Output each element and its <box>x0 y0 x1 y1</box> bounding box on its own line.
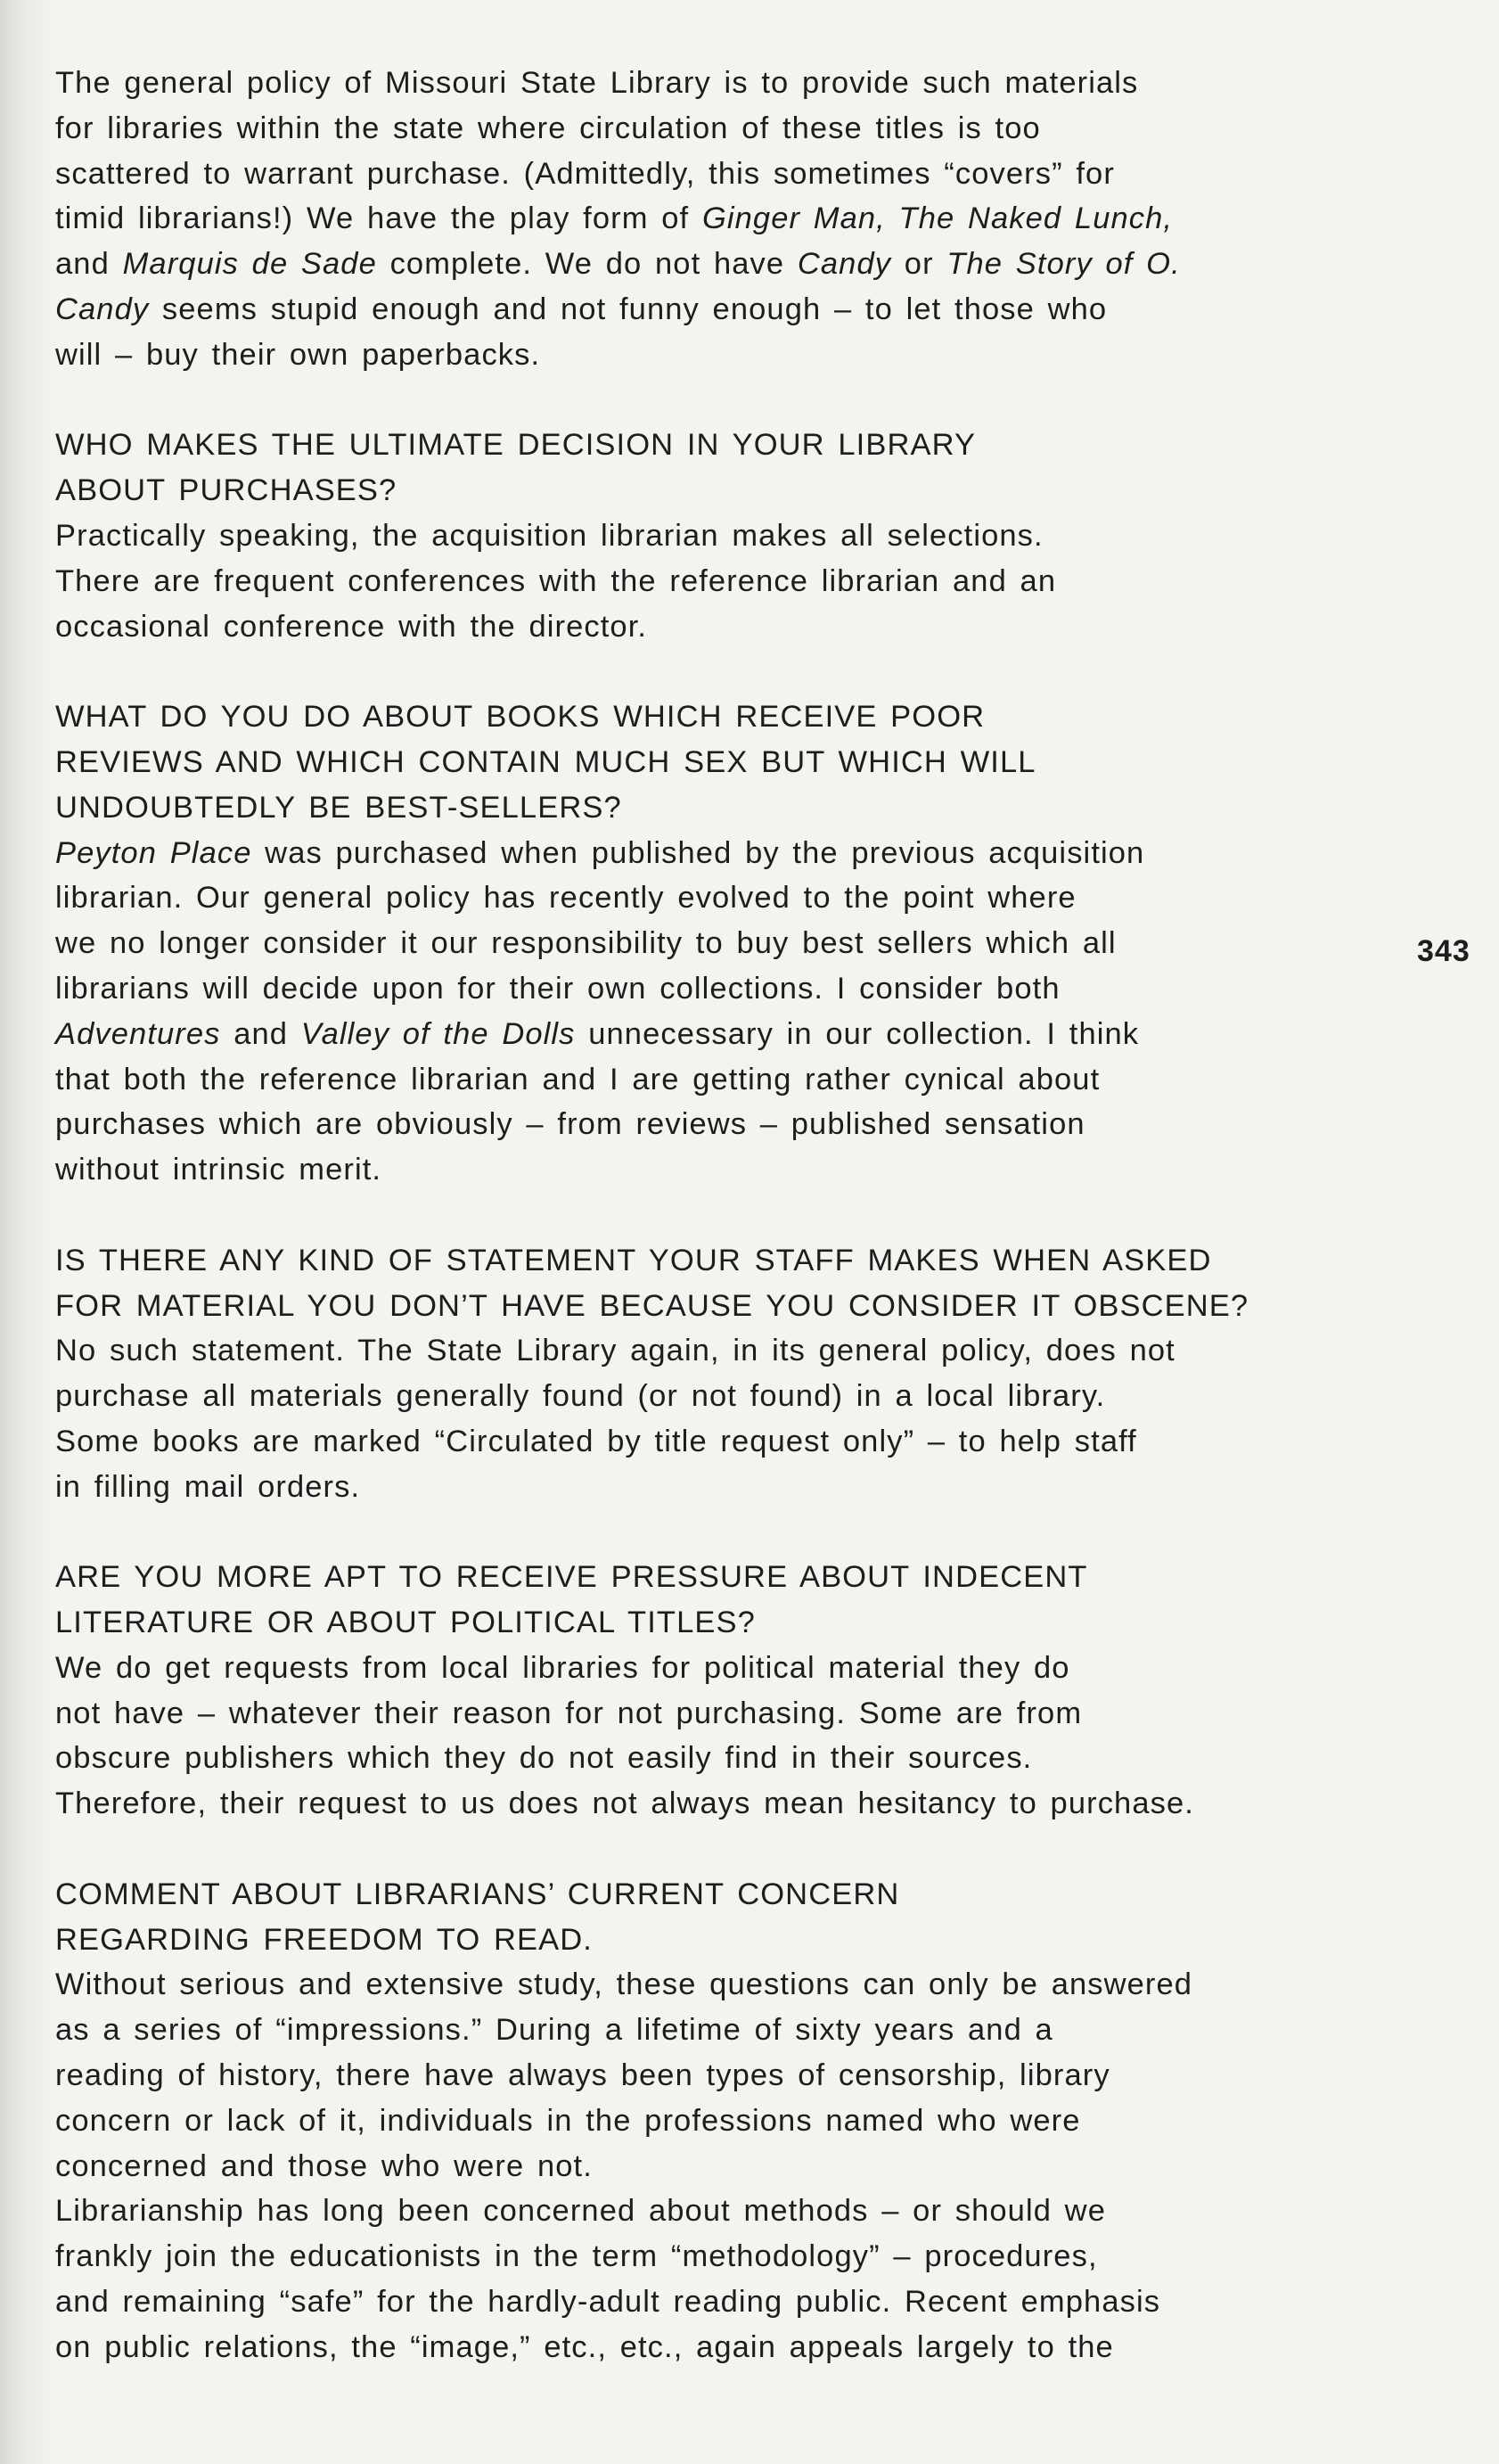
text-run: ARE YOU MORE APT TO RECEIVE PRESSURE ABOUT INDECENT <box>55 1560 1088 1595</box>
text-run: The general policy of Missouri State Library is to provide such materials <box>55 66 1139 100</box>
text-line <box>55 2189 1267 2234</box>
text-line <box>55 1962 1267 2008</box>
italic-title: Candy <box>797 247 892 282</box>
qa-section <box>55 1872 1267 2370</box>
text-run: WHO MAKES THE ULTIMATE DECISION IN YOUR LIBRARY <box>55 428 977 463</box>
text-run: complete. We do not have <box>376 247 798 282</box>
text-run: LITERATURE OR ABOUT POLITICAL TITLES? <box>55 1606 756 1640</box>
text-line <box>55 1238 1267 1284</box>
text-line <box>55 513 1267 559</box>
text-line <box>55 1646 1267 1691</box>
italic-title: Ginger Man, The Naked Lunch, <box>701 201 1174 236</box>
page-number: 343 <box>1417 934 1470 968</box>
text-line <box>55 1102 1267 1147</box>
text-line <box>55 1465 1267 1510</box>
text-run: There are frequent conferences with the reference librarian and an <box>55 563 1057 598</box>
text-run: on public relations, the “image,” etc., etc., again appeals largely to the <box>55 2329 1114 2364</box>
text-run: We do get requests from local libraries for political material they do <box>55 1650 1070 1685</box>
text-line <box>55 1555 1267 1600</box>
text-run: occasional conference with the director. <box>55 609 648 644</box>
text-run: FOR MATERIAL YOU DON’T HAVE BECAUSE YOU CONSIDER IT OBSCENE? <box>55 1288 1249 1323</box>
text-line <box>55 468 1267 513</box>
text-line <box>55 2008 1267 2053</box>
italic-title: Peyton Place <box>55 835 252 870</box>
italic-title: Valley of the Dolls <box>300 1016 576 1051</box>
text-run: purchases which are obviously – from reviews – published sensation <box>55 1107 1085 1142</box>
text-run: Librarianship has long been concerned about methods – or should we <box>55 2194 1106 2229</box>
text-line <box>55 2099 1267 2144</box>
text-run: obscure publishers which they do not easily find in their sources. <box>55 1741 1033 1776</box>
qa-section <box>55 1555 1267 1827</box>
text-run: seems stupid enough and not funny enough – to let those who <box>149 292 1108 326</box>
text-line <box>55 1284 1267 1329</box>
text-line <box>55 1872 1267 1918</box>
text-run: librarian. Our general policy has recently evolved to the point where <box>55 881 1077 916</box>
text-run: IS THERE ANY KIND OF STATEMENT YOUR STAFF MAKES WHEN ASKED <box>55 1243 1212 1277</box>
intro-paragraph <box>55 61 1267 378</box>
text-run: No such statement. The State Library again, in its general policy, does not <box>55 1334 1175 1368</box>
text-line <box>55 196 1267 242</box>
qa-section <box>55 1238 1267 1510</box>
text-run: not have – whatever their reason for not purchasing. Some are from <box>55 1696 1083 1730</box>
text-run: and <box>55 247 123 282</box>
text-run: and remaining “safe” for the hardly-adult reading public. Recent emphasis <box>55 2285 1161 2320</box>
text-run: that both the reference librarian and I are getting rather cynical about <box>55 1062 1101 1096</box>
italic-title: The Story of O. <box>946 247 1181 282</box>
text-run: Without serious and extensive study, these questions can only be answered <box>55 1967 1193 2002</box>
text-run: or <box>891 247 947 282</box>
document-body <box>55 61 1267 2415</box>
qa-section <box>55 423 1267 649</box>
text-run: without intrinsic merit. <box>55 1153 382 1187</box>
text-run: librarians will decide upon for their own collections. I consider both <box>55 971 1061 1006</box>
text-run: was purchased when published by the previous acquisition <box>251 835 1145 870</box>
text-run: unnecessary in our collection. I think <box>575 1016 1140 1051</box>
text-line <box>55 1918 1267 1963</box>
text-run: reading of history, there have always been types of censorship, library <box>55 2058 1110 2093</box>
text-line <box>55 1600 1267 1646</box>
text-line <box>55 1691 1267 1737</box>
text-run: in filling mail orders. <box>55 1469 361 1504</box>
text-line <box>55 2279 1267 2325</box>
text-line <box>55 831 1267 876</box>
text-run: as a series of “impressions.” During a lifetime of sixty years and a <box>55 2013 1053 2048</box>
qa-section <box>55 694 1267 1193</box>
text-run: timid librarians!) We have the play form of <box>55 201 702 236</box>
text-run: purchase all materials generally found (or not found) in a local library. <box>55 1379 1106 1414</box>
text-run: scattered to warrant purchase. (Admittedly, this sometimes “covers” for <box>55 156 1115 191</box>
text-run: REVIEWS AND WHICH CONTAIN MUCH SEX BUT WHICH WILL <box>55 744 1036 779</box>
text-line <box>55 921 1267 966</box>
text-run: and <box>220 1016 301 1051</box>
text-line <box>55 740 1267 785</box>
text-line <box>55 694 1267 740</box>
text-run: WHAT DO YOU DO ABOUT BOOKS WHICH RECEIVE POOR <box>55 700 986 735</box>
text-line <box>55 1374 1267 1419</box>
text-line <box>55 966 1267 1012</box>
text-line <box>55 2325 1267 2370</box>
text-line <box>55 1147 1267 1193</box>
text-run: Some books are marked “Circulated by title request only” – to help staff <box>55 1424 1137 1458</box>
text-run: REGARDING FREEDOM TO READ. <box>55 1922 593 1957</box>
text-line <box>55 1328 1267 1374</box>
text-line <box>55 559 1267 604</box>
italic-title: Candy <box>55 292 150 326</box>
text-line <box>55 242 1267 287</box>
text-run: frankly join the educationists in the term “methodology” – procedures, <box>55 2239 1098 2274</box>
text-run: UNDOUBTEDLY BE BEST-SELLERS? <box>55 790 622 825</box>
text-line <box>55 152 1267 197</box>
text-line <box>55 1419 1267 1465</box>
text-run: Therefore, their request to us does not always mean hesitancy to purchase. <box>55 1786 1194 1821</box>
text-line <box>55 106 1267 152</box>
text-run: concerned and those who were not. <box>55 2148 593 2183</box>
text-line <box>55 287 1267 333</box>
text-run: will – buy their own paperbacks. <box>55 337 541 372</box>
text-run: we no longer consider it our responsibility to buy best sellers which all <box>55 926 1117 961</box>
italic-title: Marquis de Sade <box>122 247 377 282</box>
text-run: for libraries within the state where circulation of these titles is too <box>55 111 1041 145</box>
text-line <box>55 61 1267 106</box>
text-line <box>55 785 1267 831</box>
text-line <box>55 1057 1267 1103</box>
text-line <box>55 875 1267 921</box>
text-run: Practically speaking, the acquisition librarian makes all selections. <box>55 518 1044 553</box>
text-run: COMMENT ABOUT LIBRARIANS’ CURRENT CONCERN <box>55 1877 900 1911</box>
text-line <box>55 423 1267 468</box>
text-line <box>55 2053 1267 2099</box>
page-edge-shadow <box>0 0 53 2464</box>
text-line <box>55 333 1267 378</box>
text-line <box>55 2234 1267 2279</box>
text-run: ABOUT PURCHASES? <box>55 473 397 508</box>
text-line <box>55 1736 1267 1781</box>
text-line <box>55 1012 1267 1057</box>
text-line <box>55 604 1267 650</box>
text-line <box>55 1781 1267 1827</box>
text-line <box>55 2144 1267 2189</box>
text-run: concern or lack of it, individuals in the professions named who were <box>55 2103 1081 2138</box>
italic-title: Adventures <box>55 1016 221 1051</box>
